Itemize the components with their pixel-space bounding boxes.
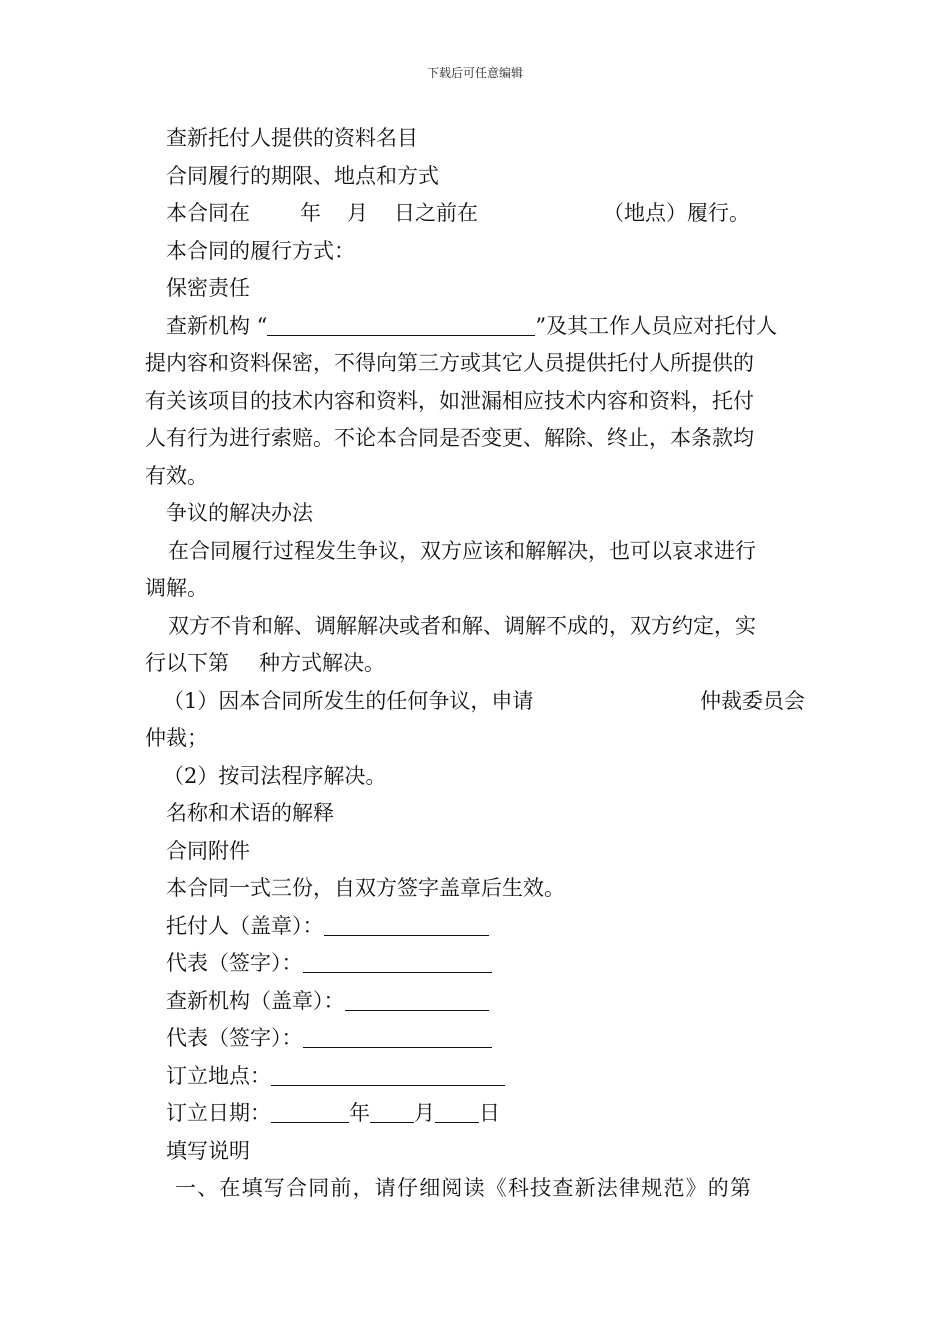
section-heading-performance: 合同履行的期限、地点和方式 — [166, 163, 439, 188]
agency-rep-blank — [303, 1025, 492, 1048]
confidentiality-line-4: 人有行为进行索赔。不论本合同是否变更、解除、终止，本条款均 — [145, 426, 754, 450]
performance-method-line: 本合同的履行方式： — [166, 238, 355, 263]
client-seal-blank — [324, 913, 489, 936]
client-rep-line — [145, 945, 805, 983]
text-fragment: 本合同在 — [166, 201, 250, 225]
text-fragment: 月 — [347, 201, 368, 225]
arbitration-option-line — [145, 683, 805, 721]
text-fragment: 订立日期： — [166, 1101, 271, 1125]
agency-rep-line — [145, 1020, 805, 1058]
text-fragment: 查新机构 “ — [166, 313, 268, 338]
confidentiality-line-5: 有效。 — [145, 463, 208, 488]
signing-date-line — [145, 1095, 805, 1133]
text-fragment: 订立地点： — [166, 1063, 271, 1088]
dispute-line-3: 双方不肯和解、调解解决或者和解、调解不成的，双方约定，实 — [168, 613, 756, 638]
signing-place-line — [145, 1058, 805, 1096]
text-fragment: 行以下第 — [145, 651, 229, 675]
arbitration-option-cont: 仲裁； — [145, 726, 208, 750]
confidentiality-line-2: 提内容和资料保密，不得向第三方或其它人员提供托付人所提供的 — [145, 351, 754, 375]
judicial-option-line: （2）按司法程序解决。 — [163, 763, 387, 788]
section-heading-terms: 名称和术语的解释 — [166, 801, 334, 825]
text-fragment: 年 — [349, 1101, 370, 1125]
contract-body — [145, 120, 805, 1208]
section-heading-instructions: 填写说明 — [166, 1138, 250, 1163]
text-fragment: 日之前在 — [394, 201, 478, 225]
text-fragment: 代表（签字）： — [166, 951, 303, 975]
section-heading-disputes: 争议的解决办法 — [166, 501, 313, 525]
section-heading-attachments: 合同附件 — [166, 838, 250, 863]
confidentiality-line-1 — [145, 308, 805, 346]
dispute-line-4 — [145, 645, 805, 683]
section-heading-materials: 查新托付人提供的资料名目 — [166, 126, 418, 150]
confidentiality-line-3: 有关该项目的技术内容和资料，如泄漏相应技术内容和资料，托付 — [145, 388, 754, 413]
text-fragment: （地点）履行。 — [603, 201, 750, 225]
text-fragment: 种方式解决。 — [259, 651, 385, 675]
day-blank — [435, 1100, 479, 1123]
text-fragment: 日 — [479, 1101, 500, 1125]
text-fragment: 托付人（盖章）： — [166, 913, 324, 938]
section-heading-confidentiality: 保密责任 — [166, 276, 250, 300]
text-fragment: 年 — [300, 201, 321, 225]
text-fragment: （1）因本合同所发生的任何争议，申请 — [163, 688, 534, 713]
signing-place-blank — [271, 1063, 505, 1086]
year-blank — [271, 1100, 349, 1123]
performance-deadline-line — [145, 195, 805, 233]
dispute-line-1: 在合同履行过程发生争议，双方应该和解解决，也可以哀求进行 — [168, 538, 756, 563]
page-header: 下载后可任意编辑 — [426, 66, 523, 80]
month-blank — [370, 1100, 414, 1123]
agency-name-blank — [267, 313, 535, 336]
text-fragment: ”及其工作人员应对托付人 — [535, 313, 778, 338]
client-seal-line — [145, 908, 805, 946]
dispute-line-2: 调解。 — [145, 576, 208, 600]
agency-seal-line — [145, 983, 805, 1021]
text-fragment: 查新机构（盖章）： — [166, 988, 345, 1013]
client-rep-blank — [303, 950, 492, 973]
text-fragment: 代表（签字）： — [166, 1026, 303, 1050]
text-fragment: 月 — [414, 1101, 435, 1125]
agency-seal-blank — [345, 988, 489, 1011]
text-fragment: 仲裁委员会 — [700, 688, 805, 713]
instructions-line-1: 一、在填写合同前，请仔细阅读《科技查新法律规范》的第 — [175, 1176, 753, 1200]
effect-clause-line: 本合同一式三份，自双方签字盖章后生效。 — [166, 876, 565, 900]
